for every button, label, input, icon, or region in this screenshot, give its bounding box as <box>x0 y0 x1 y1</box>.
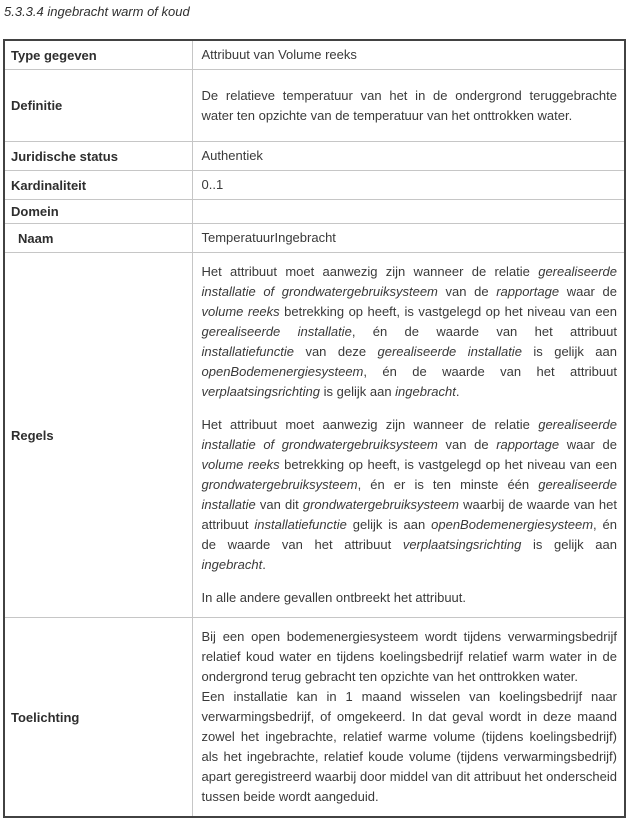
row-label: Naam <box>4 224 192 253</box>
section-title: 5.3.3.4 ingebracht warm of koud <box>4 4 190 19</box>
row-label: Toelichting <box>4 618 192 818</box>
row-value: 0..1 <box>192 171 625 200</box>
row-value: Attribuut van Volume reeks <box>192 40 625 70</box>
table-row-kardinaliteit <box>4 171 625 200</box>
row-value-rich: Het attribuut moet aanwezig zijn wanneer de relatie gerealiseerde installatie of grondwatergebruiksysteem van de rapportage waar de volume reeks betrekking op heeft, is vastgelegd op het niveau van een gerealiseerde installatie, én de waarde van het attribuut installatiefunctie van deze gerealiseerde installatie is gelijk aan openBodemenergiesysteem, én de waarde van het attribuut verplaatsingsrichting is gelijk aan ingebracht. Het attribuut moet aanwezig zijn wanneer de relatie gerealiseerde installatie of grondwatergebruiksysteem van de rapportage waar de volume reeks betrekking op heeft, is vastgelegd op het niveau van een grondwatergebruiksysteem, én er is ten minste één gerealiseerde installatie van dit grondwatergebruiksysteem waarbij de waarde van het attribuut installatiefunctie gelijk is aan openBodemenergiesysteem, én de waarde van het attribuut verplaatsingsrichting is gelijk aan ingebracht. In alle andere gevallen ontbreekt het attribuut. <box>192 253 625 618</box>
table-row-juridische-status <box>4 142 625 171</box>
table-row-naam <box>4 224 625 253</box>
row-value: Authentiek <box>192 142 625 171</box>
row-label: Regels <box>4 253 192 618</box>
row-label: Type gegeven <box>4 40 192 70</box>
table-row-domein <box>4 200 625 224</box>
attribute-spec-table <box>3 39 626 818</box>
row-value-rich: Bij een open bodemenergiesysteem wordt tijdens verwarmingsbedrijf relatief koud water en tijdens koelingsbedrijf relatief warm water in de ondergrond terug gebracht ten opzichte van het onttrokken water. Een installatie kan in 1 maand wisselen van koelingsbedrijf naar verwarmingsbedrijf, of omgekeerd. In dat geval wordt in deze maand zowel het ingebrachte, relatief warme volume (tijdens koelingsbedrijf) als het ingebrachte, relatief koude volume (tijdens verwarmingsbedrijf) apart geregistreerd waarbij door middel van dit attribuut het onderscheid tussen beide wordt aangeduid. <box>192 618 625 818</box>
row-label: Juridische status <box>4 142 192 171</box>
row-value: De relatieve temperatuur van het in de ondergrond teruggebrachte water ten opzichte van de temperatuur van het onttrokken water. <box>192 70 625 142</box>
table-row-type-gegeven <box>4 40 625 70</box>
table-row-regels <box>4 253 625 618</box>
row-label: Domein <box>4 200 192 224</box>
table-row-toelichting <box>4 618 625 818</box>
row-value <box>192 200 625 224</box>
row-value: TemperatuurIngebracht <box>192 224 625 253</box>
row-label: Kardinaliteit <box>4 171 192 200</box>
table-row-definitie <box>4 70 625 142</box>
row-label: Definitie <box>4 70 192 142</box>
